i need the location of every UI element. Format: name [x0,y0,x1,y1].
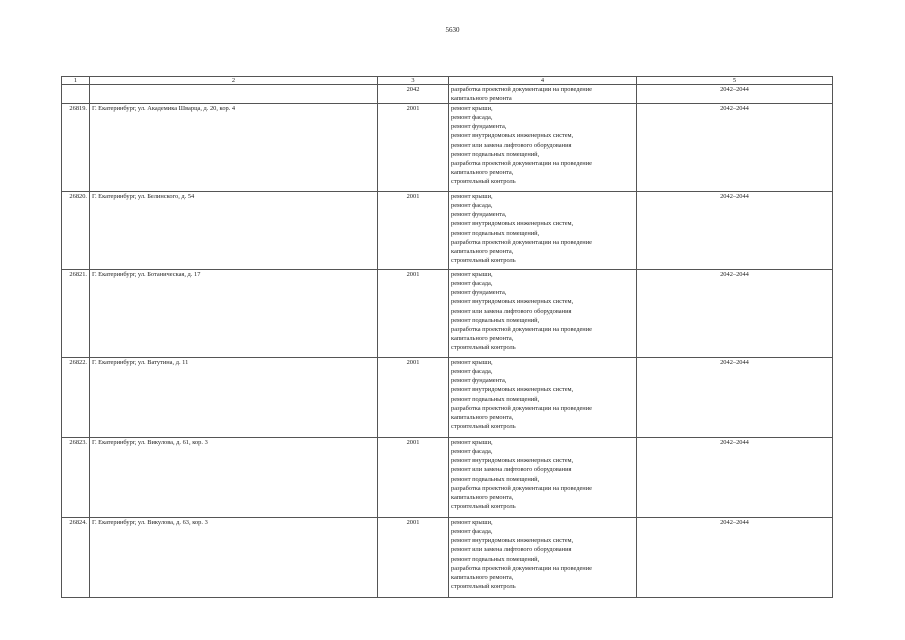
work-item: строительный контроль [451,502,516,510]
row-address: Г. Екатеринбург, ул. Викулова, д. 61, кор. 3 [90,438,378,518]
table-row [62,518,833,598]
work-item: ремонт внутридомовых инженерных систем, [451,457,574,465]
work-item: ремонт крыши, [451,193,493,201]
page-number: 5630 [445,26,460,34]
work-item: ремонт подвальных помещений, [451,475,540,483]
work-item: капитального ремонта [451,95,512,103]
work-item: разработка проектной документации на проведение [451,325,592,333]
table-row [62,270,833,358]
row-address: Г. Екатеринбург, ул. Викулова, д. 63, кор. 3 [90,518,378,598]
repair-schedule-table [61,76,833,598]
work-item: капитального ремонта, [451,493,514,501]
row-works [449,192,637,270]
header-row [62,77,833,85]
work-item: ремонт внутридомовых инженерных систем, [451,220,574,228]
work-item: ремонт внутридомовых инженерных систем, [451,537,574,545]
work-item: строительный контроль [451,343,516,351]
row-year: 2001 [378,438,449,518]
work-item: строительный контроль [451,256,516,264]
work-item: ремонт или замена лифтового оборудования [451,466,572,474]
row-address: Г. Екатеринбург, ул. Академика Шварца, д. 20, кор. 4 [90,104,378,192]
work-item: ремонт подвальных помещений, [451,395,540,403]
work-item: ремонт подвальных помещений, [451,229,540,237]
work-item: ремонт крыши, [451,105,493,113]
work-item: разработка проектной документации на проведение [451,564,592,572]
row-works [449,358,637,438]
row-year: 2001 [378,518,449,598]
work-item: ремонт фасада, [451,280,493,288]
work-item: ремонт крыши, [451,271,493,279]
row-period: 2042–2044 [637,438,833,518]
row-address: Г. Екатеринбург, ул. Ботаническая, д. 17 [90,270,378,358]
work-item: ремонт или замена лифтового оборудования [451,546,572,554]
work-item: ремонт подвальных помещений, [451,316,540,324]
work-item: ремонт внутридомовых инженерных систем, [451,132,574,140]
row-period: 2042–2044 [637,104,833,192]
row-number: 26824. [62,518,90,598]
work-item: капитального ремонта, [451,247,514,255]
header-col-3: 3 [378,77,449,85]
table-row [62,192,833,270]
work-item: ремонт или замена лифтового оборудования [451,141,572,149]
work-item: капитального ремонта, [451,168,514,176]
row-number: 26820. [62,192,90,270]
work-item: ремонт фасада, [451,368,493,376]
header-col-2: 2 [90,77,378,85]
row-number [62,85,90,104]
table-row [62,358,833,438]
work-item: разработка проектной документации на проведение [451,159,592,167]
work-item: ремонт фундамента, [451,377,507,385]
work-item: капитального ремонта, [451,334,514,342]
row-number: 26819. [62,104,90,192]
work-item: разработка проектной документации на проведение [451,484,592,492]
row-address: Г. Екатеринбург, ул. Белинского, д. 54 [90,192,378,270]
row-number: 26823. [62,438,90,518]
row-year: 2001 [378,358,449,438]
row-period: 2042–2044 [637,192,833,270]
row-works [449,270,637,358]
work-item: ремонт или замена лифтового оборудования [451,307,572,315]
row-period: 2042–2044 [637,270,833,358]
work-item: ремонт фасада, [451,528,493,536]
row-works [449,104,637,192]
row-period: 2042–2044 [637,85,833,104]
table-row [62,104,833,192]
row-period: 2042–2044 [637,358,833,438]
work-item: ремонт внутридомовых инженерных систем, [451,298,574,306]
work-item: ремонт фундамента, [451,289,507,297]
row-number: 26821. [62,270,90,358]
header-col-1: 1 [62,77,90,85]
work-item: ремонт подвальных помещений, [451,555,540,563]
work-item: разработка проектной документации на проведение [451,238,592,246]
row-number: 26822. [62,358,90,438]
work-item: ремонт крыши, [451,359,493,367]
work-item: ремонт фундамента, [451,123,507,131]
row-year: 2042 [378,85,449,104]
header-col-4: 4 [449,77,637,85]
work-item: капитального ремонта, [451,573,514,581]
row-year: 2001 [378,104,449,192]
work-item: капитального ремонта, [451,413,514,421]
work-item: ремонт крыши, [451,439,493,447]
header-col-5: 5 [637,77,833,85]
row-works [449,85,637,104]
work-item: ремонт фасада, [451,202,493,210]
row-period: 2042–2044 [637,518,833,598]
work-item: строительный контроль [451,177,516,185]
work-item: ремонт фасада, [451,448,493,456]
table-row [62,438,833,518]
work-item: строительный контроль [451,582,516,590]
work-item: ремонт крыши, [451,519,493,527]
work-item: ремонт фасада, [451,114,493,122]
work-item: строительный контроль [451,422,516,430]
table-row [62,85,833,104]
row-works [449,518,637,598]
row-address: Г. Екатеринбург, ул. Ватутина, д. 11 [90,358,378,438]
row-address [90,85,378,104]
row-year: 2001 [378,192,449,270]
row-works [449,438,637,518]
work-item: разработка проектной документации на проведение [451,404,592,412]
work-item: ремонт внутридомовых инженерных систем, [451,386,574,394]
table-body [62,85,833,598]
row-year: 2001 [378,270,449,358]
work-item: ремонт подвальных помещений, [451,150,540,158]
work-item: разработка проектной документации на проведение [451,86,592,93]
work-item: ремонт фундамента, [451,211,507,219]
